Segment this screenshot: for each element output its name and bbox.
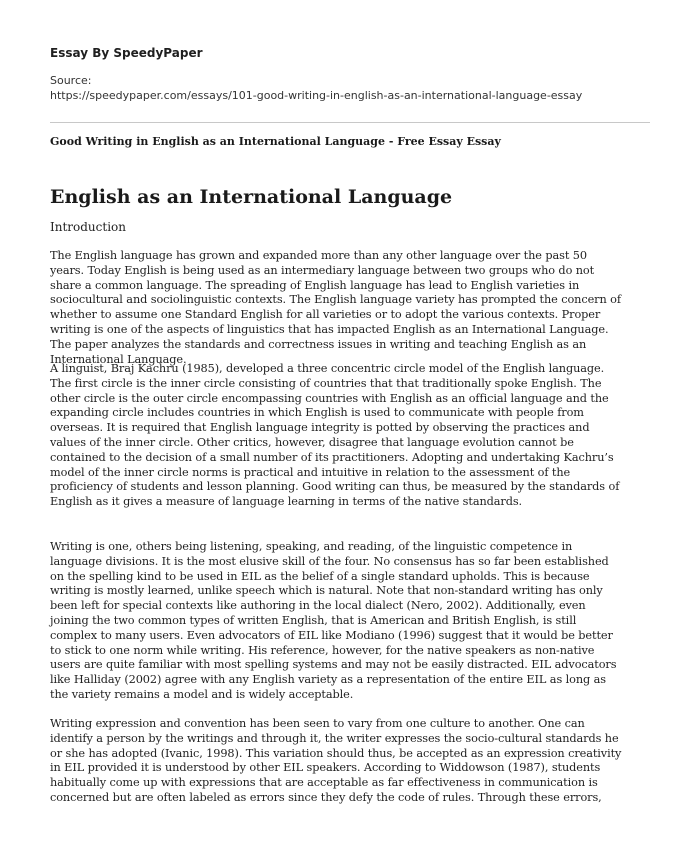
paragraph-line: The first circle is the inner circle consisting of countries that that traditionally spoke English. The	[50, 376, 602, 390]
paragraph-line: sociocultural and sociolinguistic contexts. The English language variety has prompted the concern of	[50, 293, 621, 307]
paragraph-line: writing is one of the aspects of linguistics that has impacted English as an International Language.	[50, 322, 609, 336]
paragraph-line: Writing is one, others being listening, speaking, and reading, of the linguistic competence in	[50, 540, 573, 553]
paragraph-line: joining the two common types of written English, that is American and British English, is still	[50, 613, 577, 627]
paragraph-line: model of the inner circle norms is practical and intuitive in relation to the assessment of the	[50, 465, 571, 479]
paragraph-line: years. Today English is being used as an intermediary language between two groups who do not	[50, 263, 595, 277]
paragraph-line: the variety remains a model and is widely acceptable.	[50, 687, 354, 701]
paragraph-line: habitually come up with expressions that are acceptable as far effectiveness in communication is	[50, 776, 598, 790]
paragraph-line: writing is mostly learned, unlike speech which is natural. Note that non-standard writing has only	[50, 584, 603, 598]
paragraph-line: on the spelling kind to be used in EIL as the belief of a single standard upholds. This is because	[50, 569, 590, 583]
document-subtitle: Good Writing in English as an International Language - Free Essay Essay	[50, 135, 501, 148]
paragraph-line: contained to the decision of a small number of its practitioners. Adopting and undertaking Kachru’s	[50, 450, 614, 464]
paragraph-line: overseas. It is required that English language integrity is potted by observing the practices and	[50, 421, 590, 435]
paragraph-line: to stick to one norm while writing. His reference, however, for the native speakers as non-native	[50, 643, 595, 657]
paragraph-3	[50, 540, 650, 703]
header-divider	[50, 122, 650, 123]
paragraph-line: in EIL provided it is understood by other EIL speakers. According to Widdowson (1987), students	[50, 761, 601, 775]
paragraph-line: been left for special contexts like authoring in the local dialect (Nero, 2002). Additionally, even	[50, 599, 586, 613]
paragraph-line: A linguist, Braj Kachru (1985), developed a three concentric circle model of the English language.	[50, 362, 605, 375]
paragraph-line: The paper analyzes the standards and correctness issues in writing and teaching English as an	[50, 337, 587, 351]
brand-label: Essay By SpeedyPaper	[50, 46, 203, 60]
paragraph-line: The English language has grown and expanded more than any other language over the past 50	[50, 249, 587, 262]
paragraph-line: share a common language. The spreading of English language has lead to English varieties in	[50, 278, 580, 292]
paragraph-line: International Language.	[50, 352, 187, 366]
paragraph-line: identify a person by the writings and through it, the writer expresses the socio-cultural standards he	[50, 731, 619, 745]
paragraph-line: proficiency of students and lesson planning. Good writing can thus, be measured by the standards of	[50, 480, 620, 494]
source-label: Source:	[50, 74, 92, 87]
paragraph-1	[50, 249, 650, 367]
paragraph-line: users are quite familiar with most spelling systems and may not be easily distracted. EIL advocators	[50, 658, 617, 672]
paragraph-line: language divisions. It is the most elusive skill of the four. No consensus has so far been established	[50, 554, 609, 568]
paragraph-line: or she has adopted (Ivanic, 1998). This variation should thus, be accepted as an expression creativity	[50, 746, 622, 760]
paragraph-line: whether to assume one Standard English for all varieties or to adopt the various contexts. Proper	[50, 308, 601, 322]
source-url: https://speedypaper.com/essays/101-good-writing-in-english-as-an-international-language-essay	[50, 89, 583, 102]
article-title: English as an International Language	[50, 186, 453, 208]
paragraph-2	[50, 362, 650, 510]
section-heading-introduction: Introduction	[50, 220, 126, 234]
paragraph-line: values of the inner circle. Other critics, however, disagree that language evolution cannot be	[50, 435, 574, 449]
paragraph-line: like Halliday (2002) agree with any English variety as a representation of the entire EIL as long as	[50, 673, 606, 687]
paragraph-line: English as it gives a measure of language learning in terms of the native standards.	[50, 495, 523, 509]
paragraph-line: Writing expression and convention has been seen to vary from one culture to another. One can	[50, 717, 585, 730]
paragraph-4	[50, 717, 650, 806]
paragraph-line: complex to many users. Even advocators of EIL like Modiano (1996) suggest that it would be better	[50, 628, 613, 642]
paragraph-line: concerned but are often labeled as errors since they defy the code of rules. Through these errors,	[50, 790, 602, 804]
paragraph-line: other circle is the outer circle encompassing countries with English as an official language and the	[50, 391, 609, 405]
paragraph-line: expanding circle includes countries in which English is used to communicate with people from	[50, 406, 584, 420]
